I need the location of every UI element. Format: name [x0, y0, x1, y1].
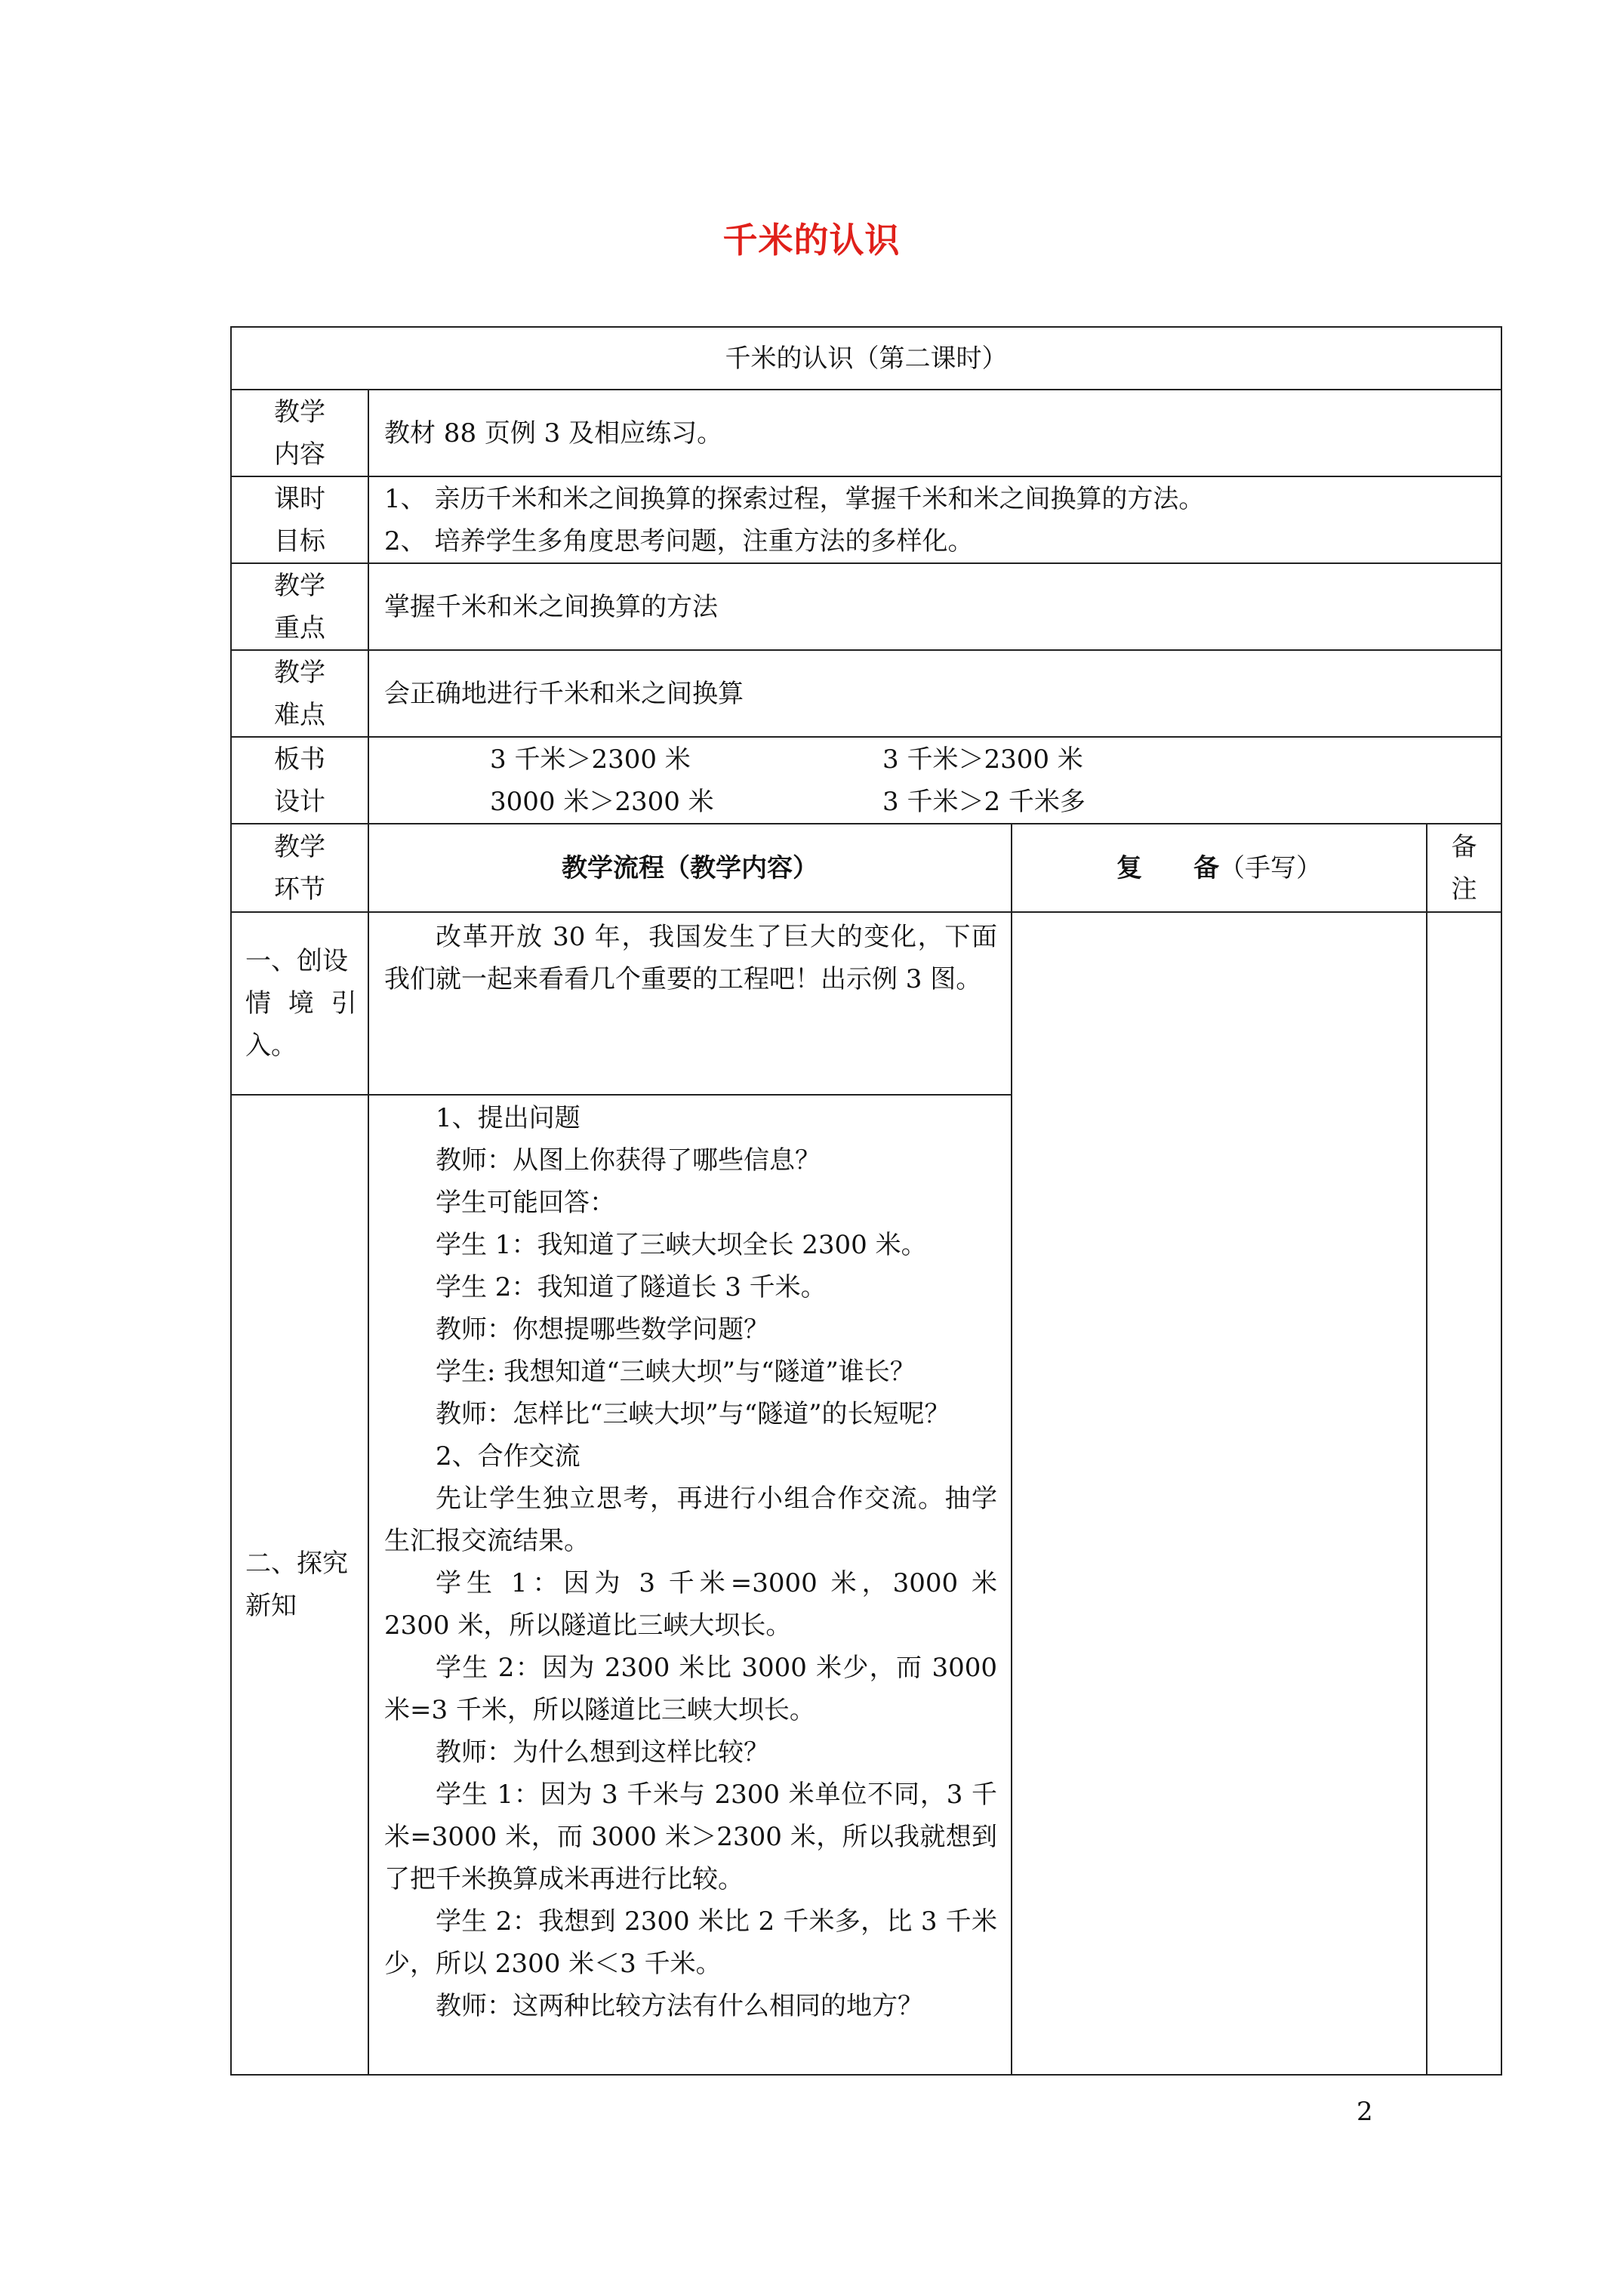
- flow-paragraph: 先让学生独立思考，再进行小组合作交流。抽学生汇报交流结果。: [384, 1484, 997, 1556]
- section-flow-content: [368, 912, 1012, 1095]
- row-label: [231, 390, 368, 476]
- board-cell: 3 千米＞2 千米多: [882, 786, 1086, 817]
- section-intro-row: [231, 912, 1501, 1095]
- row-label-line-2: 重点: [274, 612, 325, 643]
- row-label: [231, 650, 368, 737]
- flow-paragraph: 学生可能回答：: [436, 1188, 615, 1218]
- section-label-line: 入。: [245, 1031, 297, 1061]
- row-board-design: [231, 737, 1501, 824]
- review-notes-cell: [1012, 912, 1427, 2075]
- column-header-stage-line-2: 环节: [274, 874, 325, 905]
- row-text-line: 教材 88 页例 3 及相应练习。: [384, 418, 723, 448]
- section-label-line: 二、探究: [245, 1549, 348, 1579]
- row-label: [231, 476, 368, 563]
- board-cell: 3000 米＞2300 米: [490, 786, 714, 817]
- row-difficulties: [231, 650, 1501, 737]
- row-content: [231, 390, 1501, 476]
- flow-paragraph: 教师：你想提哪些数学问题？: [436, 1314, 769, 1345]
- section-label: [231, 912, 368, 1095]
- flow-paragraph: 2、合作交流: [436, 1441, 581, 1472]
- row-value: [368, 563, 1501, 650]
- row-text-line: 掌握千米和米之间换算的方法: [384, 591, 718, 622]
- page-number: 2: [1357, 2097, 1373, 2127]
- column-header-stage-line-1: 教学: [274, 831, 325, 862]
- column-header-remark-line-1: 备: [1451, 831, 1477, 862]
- section-flow-content: [368, 1095, 1023, 2075]
- section-label-line: 情 境 引: [245, 988, 362, 1019]
- flow-paragraph: 学生 1：因为 3 千米与 2300 米单位不同，3 千米=3000 米，而 3000 米＞2300 米，所以我就想到了把千米换算成米再进行比较。: [384, 1780, 997, 1894]
- row-label-line-2: 难点: [274, 699, 325, 730]
- row-label-line-1: 教学: [274, 570, 325, 601]
- section-label-line: 新知: [245, 1591, 297, 1621]
- section-label-line: 一、创设: [245, 946, 348, 976]
- row-label-line-1: 教学: [274, 657, 325, 688]
- column-header-stage: [231, 824, 368, 912]
- row-key-points: [231, 563, 1501, 650]
- flow-paragraph: 1、提出问题: [436, 1103, 581, 1133]
- board-cell: 3 千米＞2300 米: [490, 744, 691, 775]
- flow-paragraph: 学生 2：我知道了隧道长 3 千米。: [436, 1272, 827, 1302]
- remark-cell: [1427, 912, 1501, 2075]
- row-label-line-2: 目标: [274, 525, 325, 556]
- row-value: [368, 650, 1501, 737]
- section-label: [231, 1095, 368, 2075]
- document-title: 千米的认识: [722, 220, 901, 260]
- flow-paragraph: 学生 1：因为 3 千米=3000 米，3000 米 2300 米，所以隧道比三峡大坝长。: [384, 1568, 1023, 1641]
- column-header-remark-line-2: 注: [1451, 874, 1477, 905]
- board-cell: 3 千米＞2300 米: [882, 744, 1083, 775]
- flow-paragraph: 学生 1：我知道了三峡大坝全长 2300 米。: [436, 1230, 927, 1260]
- table-header-row: [231, 327, 1501, 390]
- flow-paragraph: 学生: 我想知道“三峡大坝”与“隧道”谁长？: [436, 1357, 916, 1387]
- flow-paragraph: 学生 2：因为 2300 米比 3000 米少，而 3000 米=3 千米，所以隧道比三峡大坝长。: [384, 1653, 997, 1725]
- column-header-row: [231, 824, 1501, 912]
- row-label: [231, 737, 368, 824]
- board-design-content: [368, 737, 1501, 824]
- column-header-remark: [1427, 824, 1501, 912]
- lesson-subtitle: 千米的认识（第二课时）: [231, 327, 1501, 390]
- row-label: [231, 563, 368, 650]
- column-header-review-note: （手写）: [1219, 852, 1322, 883]
- column-header-review: [1012, 824, 1427, 912]
- flow-paragraph: 学生 2：我想到 2300 米比 2 千米多，比 3 千米少，所以 2300 米＜3 千米。: [384, 1906, 997, 1979]
- flow-paragraph: 教师：怎样比“三峡大坝”与“隧道”的长短呢？: [436, 1399, 950, 1429]
- lesson-plan-table: [230, 326, 1502, 2076]
- row-label-line-2: 内容: [274, 439, 325, 470]
- flow-paragraph: 教师：从图上你获得了哪些信息？: [436, 1145, 821, 1176]
- row-value: [368, 476, 1501, 563]
- row-text-line: 2、 培养学生多角度思考问题，注重方法的多样化。: [384, 525, 974, 556]
- row-label-line-1: 板书: [274, 744, 325, 775]
- flow-paragraph: 教师：这两种比较方法有什么相同的地方？: [436, 1991, 923, 2021]
- flow-paragraph: 教师：为什么想到这样比较？: [436, 1737, 769, 1767]
- row-label-line-2: 设计: [274, 786, 325, 817]
- row-label-line-1: 教学: [274, 396, 325, 427]
- column-header-review-main: 复 备: [1116, 852, 1219, 883]
- row-text-line: 会正确地进行千米和米之间换算: [384, 678, 744, 709]
- column-header-flow: 教学流程（教学内容）: [368, 824, 1012, 912]
- row-value: [368, 390, 1501, 476]
- board-grid: [369, 738, 1501, 823]
- row-text-line: 1、 亲历千米和米之间换算的探索过程，掌握千米和米之间换算的方法。: [384, 483, 1205, 514]
- row-goals: [231, 476, 1501, 563]
- flow-paragraph: 改革开放 30 年，我国发生了巨大的变化，下面我们就一起来看看几个重要的工程吧！出示例 3 图。: [384, 922, 997, 994]
- row-label-line-1: 课时: [274, 483, 325, 514]
